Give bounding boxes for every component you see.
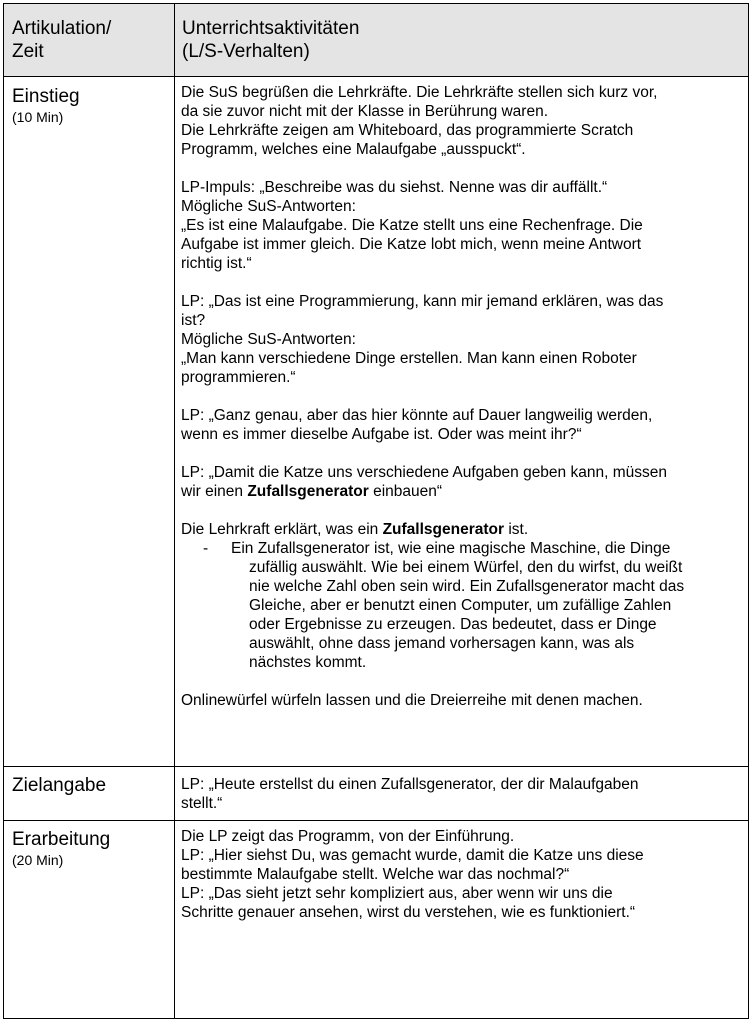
text-line: Gleiche, aber er benutzt einen Computer, um zufällige Zahlen <box>249 597 672 614</box>
lesson-plan-table <box>3 3 749 1019</box>
text-line: bestimmte Malaufgabe stellt. Welche war das nochmal?“ <box>181 866 570 883</box>
row-divider-einstieg <box>4 766 748 767</box>
text-line: „Man kann verschiedene Dinge erstellen. Man kann einen Roboter <box>181 350 637 367</box>
text-line: LP: „Damit die Katze uns verschiedene Aufgaben geben kann, müssen <box>181 464 667 481</box>
text-line: LP: „Das ist eine Programmierung, kann mir jemand erklären, was das <box>181 293 664 310</box>
text-line: Mögliche SuS-Antworten: <box>181 198 356 215</box>
phase-time-erarbeitung: (20 Min) <box>12 852 64 868</box>
header-col-articulation <box>12 17 172 63</box>
row-einstieg-phase <box>12 86 172 126</box>
phase-time-einstieg: (10 Min) <box>12 109 64 125</box>
text-line: stellt.“ <box>181 795 223 812</box>
paragraph-lp-impuls <box>181 178 747 273</box>
text-line: Programm, welches eine Malaufgabe „ausspuckt“. <box>181 141 526 158</box>
text-line: LP: „Hier siehst Du, was gemacht wurde, damit die Katze uns diese <box>181 847 644 864</box>
text-line: programmieren.“ <box>181 369 296 386</box>
header-col-activities <box>182 17 742 63</box>
text-run: Die Lehrkraft erklärt, was ein <box>181 521 383 538</box>
paragraph-langweilig <box>181 406 747 444</box>
paragraph-onlinewuerfel <box>181 691 747 710</box>
text-line: Onlinewürfel würfeln lassen und die Dreierreihe mit denen machen. <box>181 692 643 709</box>
bullet-dash: - <box>203 540 209 557</box>
text-line: oder Ergebnisse zu erzeugen. Das bedeutet, dass er Dinge <box>249 616 657 633</box>
text-run: einbauen“ <box>368 483 443 500</box>
bold-term: Zufallsgenerator <box>247 483 369 500</box>
column-divider <box>174 4 175 1018</box>
row-erarbeitung-content <box>181 827 747 922</box>
paragraph-zufallsgenerator-intro <box>181 463 747 501</box>
text-line: LP: „Ganz genau, aber das hier könnte auf Dauer langweilig werden, <box>181 407 653 424</box>
text-run: ist. <box>504 521 529 538</box>
text-line-mixed <box>181 482 747 501</box>
text-line: Ein Zufallsgenerator ist, wie eine magische Maschine, die Dinge <box>231 540 671 557</box>
paragraph-intro <box>181 83 747 159</box>
text-line: richtig ist.“ <box>181 255 252 272</box>
row-zielangabe-content <box>181 775 747 813</box>
bold-term: Zufallsgenerator <box>382 521 505 538</box>
text-line: nie welche Zahl oben sein wird. Ein Zufallsgenerator macht das <box>249 578 685 595</box>
text-line: auswählt, ohne dass jemand vorhersagen kann, was als <box>249 635 635 652</box>
text-line: Mögliche SuS-Antworten: <box>181 331 356 348</box>
text-line: ist? <box>181 312 206 329</box>
text-line: Die SuS begrüßen die Lehrkräfte. Die Lehrkräfte stellen sich kurz vor, <box>181 84 658 101</box>
phase-label-einstieg: Einstieg <box>12 86 80 107</box>
text-line: Die LP zeigt das Programm, von der Einführung. <box>181 828 515 845</box>
text-line: Schritte genauer ansehen, wirst du verstehen, wie es funktioniert.“ <box>181 904 636 921</box>
phase-label-erarbeitung: Erarbeitung <box>12 829 111 850</box>
text-line: LP: „Heute erstellst du einen Zufallsgenerator, der dir Malaufgaben <box>181 776 639 793</box>
row-einstieg-content <box>181 83 747 710</box>
header-col1-line1: Artikulation/ <box>12 18 112 39</box>
text-line: nächstes kommt. <box>249 654 367 671</box>
text-line: zufällig auswählt. Wie bei einem Würfel, den du wirfst, du weißt <box>249 559 683 576</box>
header-col2-line1: Unterrichtsaktivitäten <box>182 18 360 39</box>
phase-label-zielangabe: Zielangabe <box>12 775 107 796</box>
text-line: LP: „Das sieht jetzt sehr kompliziert aus, aber wenn wir uns die <box>181 885 613 902</box>
row-divider-zielangabe <box>4 820 748 821</box>
header-col1-line2: Zeit <box>12 41 44 62</box>
paragraph-programmierung <box>181 292 747 387</box>
text-line-mixed <box>181 520 747 539</box>
text-line: wenn es immer dieselbe Aufgabe ist. Oder was meint ihr?“ <box>181 426 582 443</box>
header-row-divider <box>4 76 748 77</box>
header-col2-line2: (L/S-Verhalten) <box>182 41 310 62</box>
text-run: wir einen <box>181 483 248 500</box>
text-line: Die Lehrkräfte zeigen am Whiteboard, das programmierte Scratch <box>181 122 634 139</box>
text-line: „Es ist eine Malaufgabe. Die Katze stellt uns eine Rechenfrage. Die <box>181 217 643 234</box>
text-line: LP-Impuls: „Beschreibe was du siehst. Nenne was dir auffällt.“ <box>181 179 608 196</box>
row-zielangabe-phase <box>12 775 172 797</box>
paragraph-erklaerung <box>181 520 747 539</box>
text-line: da sie zuvor nicht mit der Klasse in Berührung waren. <box>181 103 549 120</box>
row-erarbeitung-phase <box>12 829 172 869</box>
text-line: Aufgabe ist immer gleich. Die Katze lobt mich, wenn meine Antwort <box>181 236 642 253</box>
bullet-item <box>181 539 747 672</box>
